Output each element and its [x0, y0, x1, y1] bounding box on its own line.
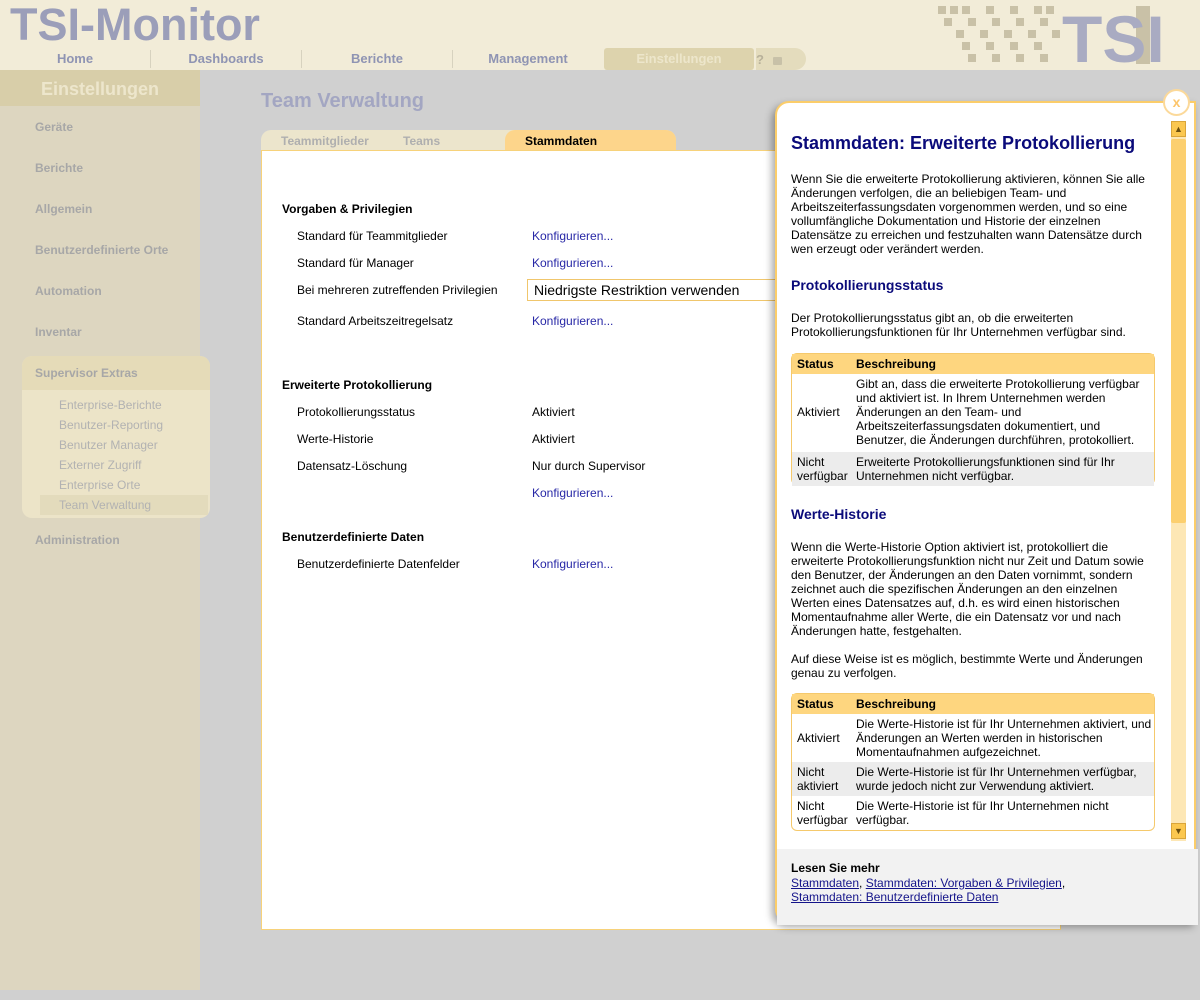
nav-einstellungen[interactable]: Einstellungen [604, 48, 754, 70]
tab-bar [261, 130, 676, 151]
help-history-text-2: Auf diese Weise ist es möglich, bestimmte Werte und Änderungen genau zu verfolgen. [791, 652, 1143, 680]
row-description: Erweiterte Protokollierungsfunktionen sind für Ihr Unternehmen nicht verfügbar. [856, 455, 1115, 483]
sidebar-item-benutzerdefinierte-orte[interactable]: Benutzerdefinierte Orte [35, 243, 169, 257]
sidebar [0, 70, 200, 990]
history-table [791, 693, 1155, 831]
sidebar-subitem-enterprise-berichte[interactable]: Enterprise-Berichte [59, 398, 162, 412]
nav-home[interactable]: Home [56, 51, 94, 66]
section-heading-protokoll: Erweiterte Protokollierung [282, 378, 433, 392]
help-title: Stammdaten: Erweiterte Protokollierung [791, 133, 1136, 153]
configure-link[interactable]: Konfigurieren... [532, 557, 614, 571]
help-scrollbar[interactable] [1171, 121, 1186, 841]
app-header [0, 0, 1200, 76]
row-label: Benutzerdefinierte Datenfelder [297, 557, 460, 571]
privilege-restriction-select[interactable]: Niedrigste Restriktion verwenden [527, 279, 787, 301]
help-heading-status: Protokollierungsstatus [791, 277, 944, 293]
question-icon[interactable]: ? [756, 52, 764, 67]
sidebar-subitem-team-verwaltung[interactable]: Team Verwaltung [40, 495, 208, 515]
supervisor-extras-group [22, 356, 210, 518]
row-label: Datensatz-Löschung [297, 459, 408, 473]
configure-link[interactable]: Konfigurieren... [532, 256, 614, 270]
table-row [792, 374, 1154, 452]
tsi-logo [936, 2, 1165, 76]
sidebar-subitem-benutzer-manager[interactable]: Benutzer Manager [59, 438, 158, 452]
status-table [791, 353, 1155, 485]
sidebar-item-supervisor-extras[interactable]: Supervisor Extras [35, 366, 138, 380]
header-beschreibung: Beschreibung [856, 697, 937, 711]
table-row [792, 762, 1154, 796]
table-header [792, 694, 1154, 714]
sidebar-item-administration[interactable]: Administration [35, 533, 120, 547]
scroll-down-icon[interactable]: ▼ [1171, 823, 1186, 839]
row-label: Standard für Manager [297, 256, 414, 270]
row-value: Aktiviert [532, 405, 575, 419]
nav-management[interactable]: Management [488, 51, 568, 66]
footer-link-vorgaben[interactable]: Stammdaten: Vorgaben & Privilegien [865, 876, 1062, 890]
sidebar-subitem-externer-zugriff[interactable]: Externer Zugriff [59, 458, 142, 472]
footer-links: Stammdaten, Stammdaten: Vorgaben & Privilegien, Stammdaten: Benutzerdefinierte Daten [791, 876, 1066, 904]
sidebar-title: Einstellungen [0, 70, 200, 106]
row-status: Aktiviert [797, 731, 840, 745]
scroll-up-icon[interactable]: ▲ [1171, 121, 1186, 137]
header-beschreibung: Beschreibung [856, 357, 937, 371]
scroll-thumb[interactable] [1171, 139, 1186, 523]
row-status: Nicht verfügbar [797, 799, 848, 827]
tab-teams[interactable]: Teams [403, 134, 441, 148]
section-heading-benutzer: Benutzerdefinierte Daten [282, 530, 425, 544]
sidebar-item-allgemein[interactable]: Allgemein [35, 202, 93, 216]
help-intro: Wenn Sie die erweiterte Protokollierung aktivieren, können Sie alle Änderungen verfolgen, die an beliebigen Team- und Arbeitszeiterfassungsdaten vorgenommen werden, und so eine vollumfängliche Dokumentation und Historie der einzelnen Datensätze zu erreichen und festzuhalten wann Datensätze durch wen erzeugt oder verändert werden. [791, 172, 1145, 256]
row-status: Nicht verfügbar [797, 455, 848, 483]
help-status-text: Der Protokollierungsstatus gibt an, ob die erweiterten Protokollierungsfunktionen für Ihr Unternehmen verfügbar sind. [791, 311, 1126, 339]
app-title: TSI-Monitor [10, 0, 260, 50]
configure-link[interactable]: Konfigurieren... [532, 486, 614, 500]
footer-heading: Lesen Sie mehr [791, 861, 880, 875]
lock-icon[interactable] [773, 57, 782, 65]
row-description: Die Werte-Historie ist für Ihr Unternehmen aktiviert, und Änderungen an Werten werden in historischen Momentaufnahmen aufgezeichnet. [856, 717, 1152, 759]
row-status: Aktiviert [797, 405, 840, 419]
sidebar-subitem-enterprise-orte[interactable]: Enterprise Orte [59, 478, 141, 492]
header-status: Status [797, 697, 834, 711]
help-footer [777, 849, 1198, 925]
footer-link-benutzerdefinierte-daten[interactable]: Stammdaten: Benutzerdefinierte Daten [791, 890, 999, 904]
sidebar-subitem-benutzer-reporting[interactable]: Benutzer-Reporting [59, 418, 164, 432]
configure-link[interactable]: Konfigurieren... [532, 229, 614, 243]
help-history-text: Wenn die Werte-Historie Option aktiviert ist, protokolliert die erweiterte Protokollierungsfunktion nicht nur Zeit und Datum sowie den Benutzer, der Änderungen an den Daten vornimmt, sondern zeichnet auch die spezifischen Änderungen an den einzelnen Werten eines Datensatzes auf, d.h. es wird einen historischen Momentaufnahme aller Werte, die ein Datensatz vor und nach Änderungen hatte, festgehalten. [791, 540, 1144, 638]
row-status: Nicht aktiviert [797, 765, 839, 793]
table-row [792, 796, 1154, 830]
svg-text:TSI: TSI [1062, 2, 1165, 76]
table-row [792, 452, 1154, 486]
row-label: Protokollierungsstatus [297, 405, 416, 419]
row-value: Aktiviert [532, 432, 575, 446]
row-description: Gibt an, dass die erweiterte Protokollierung verfügbar und aktiviert ist. In Ihrem Unternehmen werden Änderungen an den Team- und Arbeitszeiterfassungsdaten dokumentiert, und Benutzer, die Änderungen durchführen, protokolliert. [856, 377, 1140, 447]
row-label: Standard Arbeitszeitregelsatz [297, 314, 454, 328]
close-help-button[interactable]: x [1163, 89, 1190, 116]
row-description: Die Werte-Historie ist für Ihr Unternehmen verfügbar, wurde jedoch nicht zur Verwendung aktiviert. [856, 765, 1137, 793]
footer-link-stammdaten[interactable]: Stammdaten [791, 876, 860, 890]
row-label: Standard für Teammitglieder [297, 229, 448, 243]
page-title: Team Verwaltung [261, 90, 425, 112]
sidebar-item-automation[interactable]: Automation [35, 284, 102, 298]
header-status: Status [797, 357, 834, 371]
nav-icons [756, 52, 782, 67]
tab-teammitglieder[interactable]: Teammitglieder [281, 134, 369, 148]
help-overlay [775, 101, 1196, 923]
row-value: Nur durch Supervisor [532, 459, 646, 473]
table-header [792, 354, 1154, 374]
help-heading-history: Werte-Historie [791, 506, 887, 522]
tab-stammdaten[interactable]: Stammdaten [505, 130, 676, 151]
nav-dashboards[interactable]: Dashboards [188, 51, 264, 66]
sidebar-item-berichte[interactable]: Berichte [35, 161, 84, 175]
sidebar-item-geraete[interactable]: Geräte [35, 120, 74, 134]
row-description: Die Werte-Historie ist für Ihr Unternehmen nicht verfügbar. [856, 799, 1109, 827]
configure-link[interactable]: Konfigurieren... [532, 314, 614, 328]
main-nav [0, 48, 806, 70]
section-heading-vorgaben: Vorgaben & Privilegien [282, 202, 413, 216]
table-row [792, 714, 1154, 762]
sidebar-item-inventar[interactable]: Inventar [35, 325, 82, 339]
nav-berichte[interactable]: Berichte [350, 51, 404, 66]
row-label: Werte-Historie [297, 432, 374, 446]
row-label: Bei mehreren zutreffenden Privilegien [297, 283, 498, 297]
